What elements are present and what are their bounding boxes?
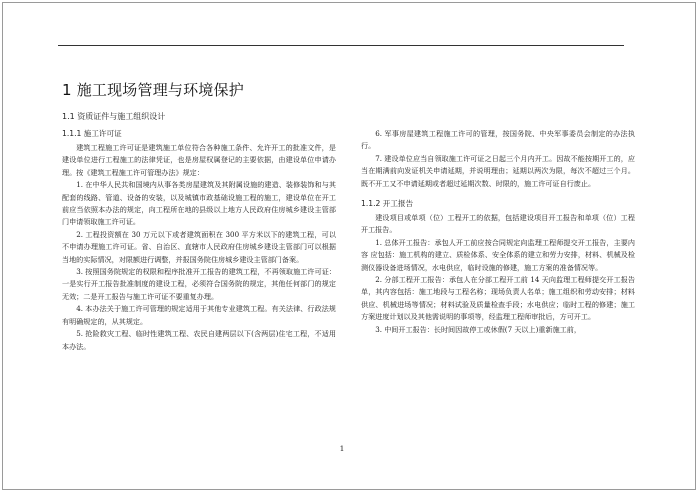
section-title: 1.1 资质证件与施工组织设计	[62, 112, 166, 121]
paragraph: 6. 军事房屋建筑工程施工许可的管理，按国务院、中央军事委员会制定的办法执行。	[361, 129, 635, 151]
paragraph: 2. 工程投资额在 30 万元以下或者建筑面积在 300 平方米以下的建筑工程，可以不申请办理施工许可证。省、自治区、直辖市人民政府住房城乡建设主管部门可以根据当地的实际情况，对限额进行调整，并报国务院住房城乡建设主管部门备案。	[62, 229, 336, 264]
paragraph: 3. 按照国务院规定的权限和程序批准开工报告的建筑工程，不再领取施工许可证：一是实行开工报告批准制度的建设工程，必须符合国务院的规定，其他任何部门的规定无效；二是开工报告与施工许可证不要重复办理。	[62, 267, 336, 301]
right-column	[361, 128, 635, 336]
paragraph: 1. 在中华人民共和国境内从事各类房屋建筑及其附属设施的建造、装修装饰和与其配套的线路、管道、设备的安装，以及城镇市政基础设施工程的施工，建设单位在开工前应当依照本办法的规定，向工程所在地的县级以上地方人民政府住房城乡建设主管部门申请领取施工许可证。	[62, 180, 336, 227]
paragraph: 建设项目或单项（位）工程开工的依据，包括建设项目开工报告和单项（位）工程开工报告。	[361, 213, 635, 235]
page-number: 1	[339, 444, 345, 453]
paragraph: 4. 本办法关于施工许可管理的规定适用于其他专业建筑工程。有关法律、行政法规有明确规定的，从其规定。	[62, 304, 336, 326]
left-column	[62, 128, 336, 353]
chapter-title: 1 施工现场管理与环境保护	[62, 81, 244, 99]
header-rule	[58, 45, 624, 46]
paragraph: 3. 中间开工报告：长时间因故停工或休假(7 天以上)重新施工前，	[375, 324, 581, 334]
paragraph: 2. 分部工程开工报告：承包人在分部工程开工前 14 天向监理工程师提交开工报告单，其内容包括：施工地段与工程名称；现场负责人名单；施工组织和劳动安排；材料供应、机械进场等情况；材料试验及质量检查手段；水电供应；临时工程的修建；施工方案进度计划以及其他需说明的事项等，经监理工程师审批后，方可开工。	[361, 275, 635, 322]
subsection-heading: 1.1.1 施工许可证	[62, 129, 122, 138]
paragraph: 7. 建设单位应当自领取施工许可证之日起三个月内开工。因故不能按期开工的，应当在期满前向发证机关申请延期，并说明理由；延期以两次为限，每次不超过三个月。既不开工又不申请延期或者超过延期次数、时限的，施工许可证自行废止。	[361, 153, 635, 188]
paragraph: 5. 抢险救灾工程、临时性建筑工程、农民自建两层以下(含两层)住宅工程，不适用本办法。	[62, 329, 336, 351]
subsection-heading: 1.1.2 开工报告	[361, 199, 414, 209]
paragraph: 1. 总体开工报告：承包人开工前应按合同规定向监理工程师提交开工报告，主要内容 应包括：施工机构的建立、质检体系、安全体系的建立和劳力安排，材料、机械及检测仪器设备进场情况，水电供应，临时设施的修建，施工方案的准备情况等。	[361, 237, 635, 272]
paragraph: 建筑工程施工许可证是建筑施工单位符合各种施工条件、允许开工的批准文件，是建设单位进行工程施工的法律凭证，也是房屋权属登记的主要依据，由建设单位申请办理。按《建筑工程施工许可管理办法》规定：	[62, 143, 336, 177]
